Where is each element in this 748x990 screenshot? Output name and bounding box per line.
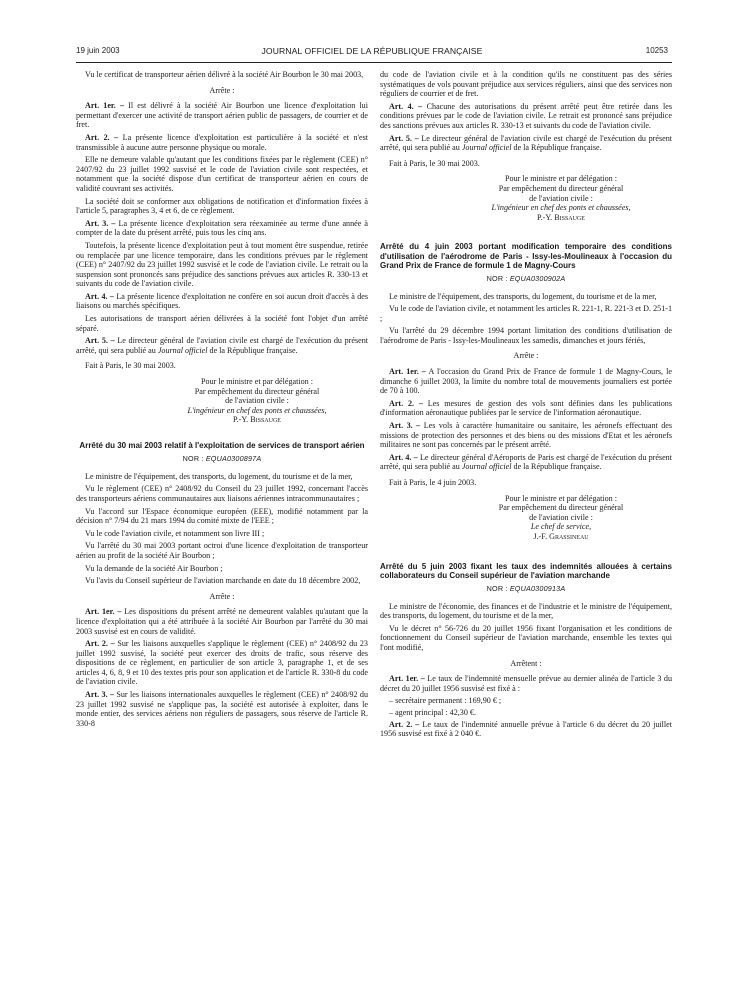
list-item: – secrétaire permanent : 169,90 € ; — [389, 696, 502, 706]
nor-code: EQUA0300902A — [509, 273, 566, 283]
nor-code: EQUA0300897A — [205, 454, 262, 464]
signature-block — [146, 377, 368, 425]
article-4 — [380, 102, 672, 131]
article-label: Art. 2. – — [389, 398, 423, 408]
article-1 — [76, 101, 368, 130]
article-3 — [76, 219, 368, 238]
journal-officiel-ref: Journal officiel — [461, 462, 512, 472]
paragraph: Vu le décret n° 56-726 du 20 juillet 1956 fixant l'organisation et les conditions de fonctionnement du Conseil supérieur de l'aviation marchande, ensemble les textes qui l'ont modifié, — [380, 623, 672, 652]
article-3 — [76, 690, 368, 728]
article-4 — [76, 292, 368, 311]
article-5 — [76, 336, 368, 355]
signature-line: Pour le ministre et par délégation : — [505, 174, 617, 184]
paragraph: du code de l'aviation civile et à la condition qu'ils ne constituent pas des séries systématiques de vols pouvant préjudice aux services réguliers, ainsi que des services non réguliers de courrier et de fret. — [380, 70, 672, 99]
signature-block — [450, 494, 672, 542]
decree-title: Arrêté du 5 juin 2003 fixant les taux des indemnités allouées à certains collaborateurs du Conseil supérieur de l'aviation marchande — [380, 561, 672, 580]
article-label: Art. 5. – — [389, 133, 419, 143]
article-text: Le directeur général de l'aviation civile est chargé de l'exécution du présent arrêté, qui sera publié au — [76, 336, 368, 355]
article-3 — [380, 421, 672, 450]
right-column — [380, 70, 672, 742]
article-1 — [380, 367, 672, 396]
signature-line: de l'aviation civile : — [225, 396, 289, 406]
article-2 — [380, 399, 672, 418]
article-text: Les dispositions du présent arrêté ne demeurent valables qu'autant que la licence d'exploitation qui a été attribuée à la société Air Bourbon par l'arrêté du 30 mai 2003 susvisé est en cours de validité. — [76, 607, 368, 636]
article-text: Sur les liaisons internationales auxquelles le règlement (CEE) n° 2408/92 du 23 juillet 1992 susvisé ne s'applique pas, la société est autorisée à exploiter, dans le monde entier, des services aériens non réguliers de passagers, sous réserve de l'article R. 330-8 — [76, 690, 368, 728]
nor-reference — [380, 274, 672, 284]
article-text: Sur les liaisons auxquelles s'applique le règlement (CEE) n° 2408/92 du 23 juillet 1992 susvisé, la société peut exercer des droits de trafic, sous réserve des dispositions de ce règlement, en particulier de son article 3, paragraphe 1, et de ses articles 4, 6, 8, 9 et 10 des textes pris pour son application et de l'article R. 330-8 du code de l'aviation civile. — [76, 639, 368, 687]
fait-a-paris: Fait à Paris, le 4 juin 2003. — [389, 478, 477, 488]
article-label: Art. 2. – — [85, 639, 115, 649]
article-label: Art. 1er. – — [85, 607, 122, 617]
article-text: Le taux de l'indemnité annuelle prévue à l'article 6 du décret du 20 juillet 1956 susvisé est fixé à 2 040 €. — [380, 719, 672, 739]
arretent-heading: Arrêtent : — [510, 658, 542, 668]
article-text: Le directeur général de l'aviation civile est chargé de l'exécution du présent arrêté, qui sera publié au — [380, 133, 672, 153]
left-column — [76, 70, 368, 731]
article-text: de la République française. — [511, 143, 602, 153]
article-label: Art. 1er. – — [389, 367, 426, 377]
signature-line: Par empêchement du directeur général — [194, 386, 320, 396]
nor-reference — [380, 584, 672, 594]
nor-label: NOR : — [486, 273, 510, 283]
paragraph: Vu le certificat de transporteur aérien délivré à la société Air Bourbon le 30 mai 2003, — [85, 70, 364, 79]
signature-name: P.-Y. Bissauge — [537, 212, 585, 222]
paragraph: Vu le code l'aviation civile, et notamment son livre III ; — [85, 528, 265, 538]
paragraph: Toutefois, la présente licence d'exploitation peut à tout moment être suspendue, retirée ou remplacée par une licence temporaire, dans les conditions prévues par le règlement (CEE) n° 2407/92 du 23 juillet 1992 susvisé et le code de l'aviation civile. Le retrait ou la suspension sont prononcés sans préjudice des sanctions prévues aux articles R. 330-13 et suivants du code de l'aviation civile. — [76, 240, 368, 289]
signature-line: Par empêchement du directeur général — [498, 183, 624, 193]
signature-name: P.-Y. Bissauge — [233, 415, 281, 425]
decree-title: Arrêté du 30 mai 2003 relatif à l'exploitation de services de transport aérien — [79, 441, 365, 450]
signature-line: de l'aviation civile : — [529, 193, 593, 203]
article-label: Art. 5. – — [85, 336, 115, 346]
article-label: Art. 2. – — [389, 719, 420, 729]
paragraph: Le ministre de l'équipement, des transports, du logement, du tourisme et de la mer, — [389, 291, 657, 301]
paragraph: Vu la demande de la société Air Bourbon ; — [85, 563, 223, 573]
paragraph: Le ministre de l'équipement, des transports, du logement, du tourisme et de la mer, — [85, 471, 353, 481]
signature-line: Par empêchement du directeur général — [498, 503, 624, 513]
arrete-heading: Arrête : — [209, 591, 235, 601]
article-text: Le taux de l'indemnité mensuelle prévue au dernier alinéa de l'article 3 du décret du 20 juillet 1956 susvisé est fixé à : — [380, 674, 672, 693]
journal-officiel-ref: Journal officiel — [461, 143, 512, 153]
article-text: Les mesures de gestion des vols sont définies dans les publications d'information aéronautique publiées par le service de l'information aéronautique. — [380, 398, 672, 418]
article-2 — [76, 133, 368, 152]
article-4 — [380, 453, 672, 472]
article-label: Art. 3. – — [85, 218, 116, 228]
article-text: Les vols à caractère humanitaire ou sanitaire, les aéronefs effectuant des missions de protection des personnes et des biens ou des missions d'Etat et les aéronefs militaires ne sont pas concernés par le présent arrêté. — [380, 421, 672, 450]
decree-title: Arrêté du 4 juin 2003 portant modification temporaire des conditions d'utilisation de l'aérodrome de Paris - Issy-les-Moulineaux à l'occasion du Grand Prix de France de formule 1 de Magny-Cours — [380, 242, 672, 270]
signature-line: Pour le ministre et par délégation : — [201, 377, 313, 387]
article-text: A l'occasion du Grand Prix de France de formule 1 de Magny-Cours, le dimanche 6 juillet 2003, la limite du nombre total de mouvements journaliers est portée de 70 à 100. — [380, 367, 672, 396]
signature-line: de l'aviation civile : — [529, 512, 593, 522]
signature-role: L'ingénieur en chef des ponts et chaussées, — [491, 203, 631, 213]
article-text: La présente licence d'exploitation est particulière à la société et n'est transmissible à aucune autre personne physique ou morale. — [76, 132, 368, 152]
arrete-heading: Arrête : — [209, 85, 235, 95]
article-label: Art. 1er. – — [85, 101, 124, 111]
page-number: 10253 — [645, 46, 668, 55]
article-text: Le directeur général d'Aéroports de Paris est chargé de l'exécution du présent arrêté, qui sera publié au — [380, 452, 672, 472]
paragraph: Les autorisations de transport aérien délivrées à la société font l'objet d'un arrêté séparé. — [76, 314, 368, 333]
article-text: de la République française. — [207, 345, 298, 355]
paragraph: Vu l'avis du Conseil supérieur de l'aviation marchande en date du 18 décembre 2002, — [85, 576, 361, 586]
header-date: 19 juin 2003 — [76, 46, 120, 55]
fait-a-paris: Fait à Paris, le 30 mai 2003. — [85, 361, 176, 371]
page-header — [76, 46, 668, 60]
paragraph: Vu l'arrêté du 30 mai 2003 portant octroi d'une licence d'exploitation de transporteur aérien au profit de la société Air Bourbon ; — [76, 541, 368, 560]
nor-label: NOR : — [486, 583, 510, 593]
nor-label: NOR : — [182, 454, 206, 464]
article-text: La présente licence d'exploitation sera réexaminée au terme d'une année à compter de la date du présent arrêté, puis tous les cinq ans. — [76, 218, 368, 238]
nor-reference — [76, 454, 368, 464]
arrete-heading: Arrête : — [513, 351, 539, 361]
article-label: Art. 4. – — [85, 291, 114, 301]
article-label: Art. 4. – — [389, 452, 418, 462]
article-2 — [76, 639, 368, 687]
article-label: Art. 2. – — [85, 132, 119, 142]
signature-line: Pour le ministre et par délégation : — [505, 493, 617, 503]
list-item: – agent principal : 42,30 €. — [389, 707, 476, 717]
paragraph: La société doit se conformer aux obligations de notification et d'information fixées à l'article 5, paragraphes 3, 4 et 6, de ce règlement. — [76, 196, 368, 216]
signature-block — [450, 174, 672, 222]
signature-role: Le chef de service, — [530, 522, 592, 532]
journal-officiel-ref: Journal officiel — [157, 345, 208, 355]
article-1 — [380, 674, 672, 693]
article-label: Art. 3. – — [389, 421, 421, 431]
article-1 — [76, 607, 368, 636]
article-label: Art. 4. – — [389, 101, 423, 111]
fait-a-paris: Fait à Paris, le 30 mai 2003. — [389, 158, 480, 168]
signature-name: J.-F. Grassineau — [533, 531, 589, 541]
nor-code: EQUA0300913A — [509, 583, 566, 593]
paragraph: Vu le règlement (CEE) n° 2408/92 du Conseil du 23 juillet 1992, concernant l'accès des transporteurs aériens communautaires aux liaisons aériennes intracommunautaires ; — [76, 484, 368, 503]
paragraph: Vu l'arrêté du 29 décembre 1994 portant limitation des conditions d'utilisation de l'aérodrome de Paris - Issy-les-Moulineaux les samedis, dimanches et jours fériés, — [380, 326, 672, 345]
paragraph: Vu l'accord sur l'Espace économique européen (EEE), modifié notamment par la décision n° 7/94 du 21 mars 1994 du comité mixte de l'EEE ; — [76, 506, 368, 526]
paragraph: Le ministre de l'économie, des finances et de l'industrie et le ministre de l'équipement, des transports, du logement, du tourisme et de la mer, — [380, 601, 672, 621]
article-text: La présente licence d'exploitation ne confère en soi aucun droit d'accès à des liaisons ou marchés spécifiques. — [76, 291, 368, 311]
article-text: de la République française. — [511, 462, 602, 472]
header-rule — [76, 62, 672, 63]
journal-title: JOURNAL OFFICIEL DE LA RÉPUBLIQUE FRANÇAISE — [261, 46, 483, 56]
article-2 — [380, 720, 672, 739]
article-5 — [380, 134, 672, 153]
signature-role: L'ingénieur en chef des ponts et chaussées, — [187, 405, 327, 415]
article-label: Art. 1er. – — [389, 674, 425, 684]
paragraph: Elle ne demeure valable qu'autant que les conditions fixées par le règlement (CEE) n° 2407/92 du 23 juillet 1992 susvisé et le code de l'aviation civile sont respectées, et notamment que la société dispose d'un certificat de transporteur aérien en cours de validité couvrant ses activités. — [76, 155, 368, 193]
article-text: Il est délivré à la société Air Bourbon une licence d'exploitation lui permettant d'exercer une activité de transport aérien public de passagers, de courrier et de fret. — [76, 101, 368, 130]
article-text: Chacune des autorisations du présent arrêté peut être retirée dans les conditions prévues par le code de l'aviation civile. Le retrait est prononcé sans préjudice des sanctions prévues aux articles R. 330-13 et suivants du code de l'aviation civile. — [380, 101, 672, 130]
article-label: Art. 3. – — [85, 690, 114, 700]
paragraph: Vu le code de l'aviation civile, et notamment les articles R. 221-1, R. 221-3 et D. 251-1 ; — [380, 304, 672, 323]
